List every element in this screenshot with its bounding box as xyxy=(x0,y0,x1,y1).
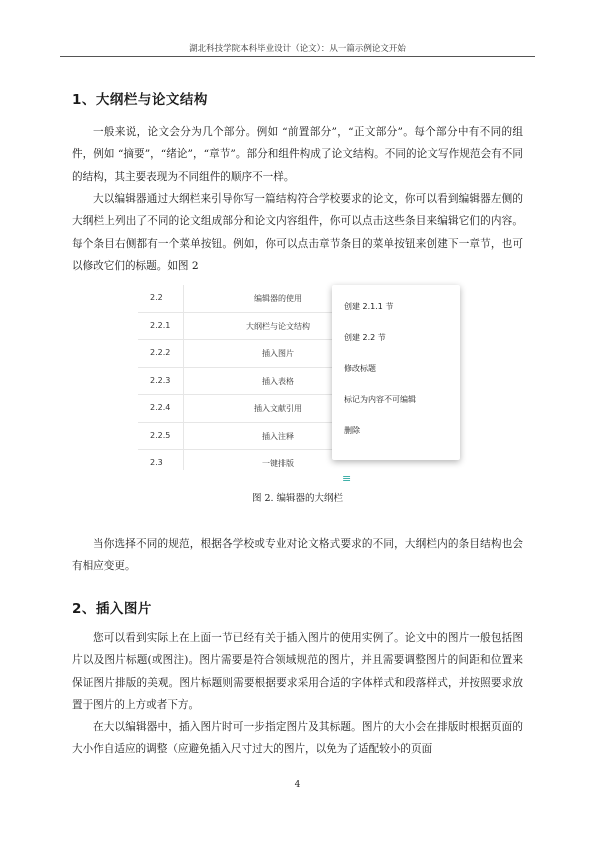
outline-number: 2.3 xyxy=(150,458,163,467)
section-1-paragraph-1: 一般来说，论文会分为几个部分。例如 “前置部分”，“正文部分”。每个部分中有不同的组件，例如 “摘要”，“绪论”，“章节”。部分和组件构成了论文结构。不同的论文写作规范会有不同的结构，其主要表现为不同组件的顺序不一样。 xyxy=(72,126,523,183)
page-number: 4 xyxy=(294,780,301,790)
outline-number: 2.2.5 xyxy=(150,430,171,440)
outline-screenshot xyxy=(138,285,459,485)
header-rule xyxy=(60,56,535,57)
menu-item-mark-readonly: 标记为内容不可编辑 xyxy=(344,395,416,404)
outline-title: 插入文献引用 xyxy=(254,404,302,413)
outline-title: 大纲栏与论文结构 xyxy=(246,321,310,331)
after-figure-paragraph: 当你选择不同的规范，根据各学校或专业对论文格式要求的不同，大纲栏内的条目结构也会有相应变更。 xyxy=(72,538,523,573)
outline-number: 2.2 xyxy=(150,293,163,302)
outline-number: 2.2.2 xyxy=(150,348,171,357)
list-menu-icon: ≡ xyxy=(342,472,352,485)
section-1-heading: 1、大纲栏与论文结构 xyxy=(72,92,208,108)
context-menu xyxy=(332,285,460,460)
outline-number: 2.2.1 xyxy=(150,320,171,330)
section-2-paragraph-2: 在大以编辑器中，插入图片时可一步指定图片及其标题。图片的大小会在排版时根据页面的大小作自适应的调整（应避免插入尺寸过大的图片，以免为了适配较小的页面 xyxy=(72,721,523,756)
outline-title: 插入表格 xyxy=(262,376,294,386)
running-header: 湖北科技学院本科毕业设计（论文）：从一篇示例论文开始 xyxy=(189,44,406,54)
outline-number: 2.2.3 xyxy=(150,375,171,385)
outline-column-divider xyxy=(183,285,184,470)
outline-title: 插入图片 xyxy=(262,349,294,358)
menu-item-rename-title: 修改标题 xyxy=(344,364,376,373)
section-1-paragraph-2: 大以编辑器通过大纲栏来引导你写一篇结构符合学校要求的论文，你可以看到编辑器左侧的大纲栏上列出了不同的论文组成部分和论文内容组件，你可以点击这些条目来编辑它们的内容。每个条目右侧都有一个菜单按钮。例如，你可以点击章节条目的菜单按钮来创建下一章节，也可以修改它们的标题。如图 2 xyxy=(72,193,523,272)
menu-item-create-section-2-2: 创建 2.2 节 xyxy=(344,333,386,342)
outline-number: 2.2.4 xyxy=(150,403,171,412)
section-2-paragraph-1: 您可以看到实际上在上面一节已经有关于插入图片的使用实例了。论文中的图片一般包括图片以及图片标题(或图注)。图片需要是符合领域规范的图片，并且需要调整图片的间距和位置来保证图片排版的美观。图片标题则需要根据要求采用合适的字体样式和段落样式，并按照要求放置于图片的上方或者下方。 xyxy=(72,632,523,711)
menu-item-delete: 删除 xyxy=(344,426,360,435)
outline-title: 编辑器的使用 xyxy=(254,294,302,303)
menu-item-create-section-2-1-1: 创建 2.1.1 节 xyxy=(344,302,394,311)
figure-caption: 图 2. 编辑器的大纲栏 xyxy=(251,493,344,504)
section-2-heading: 2、插入图片 xyxy=(72,601,152,617)
outline-title: 插入注释 xyxy=(262,431,294,441)
outline-title: 一键排版 xyxy=(262,459,294,468)
